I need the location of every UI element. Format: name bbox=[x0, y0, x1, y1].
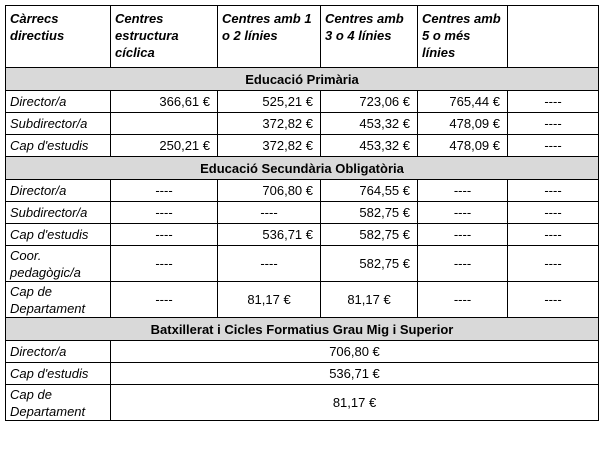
table-cell: 250,21 € bbox=[111, 135, 218, 157]
row-label: Director/a bbox=[6, 180, 111, 202]
table-row bbox=[6, 135, 599, 157]
row-label: Cap d'estudis bbox=[6, 135, 111, 157]
table-cell: ---- bbox=[111, 224, 218, 246]
table-cell: 453,32 € bbox=[321, 135, 418, 157]
row-label: Director/a bbox=[6, 91, 111, 113]
table-cell: ---- bbox=[218, 246, 321, 282]
section-title: Educació Primària bbox=[6, 68, 599, 91]
table-cell: 582,75 € bbox=[321, 246, 418, 282]
header-cell: Centres estructura cíclica bbox=[111, 6, 218, 68]
salary-table bbox=[5, 5, 599, 421]
row-label: Cap d'estudis bbox=[6, 224, 111, 246]
row-label: Cap de Departament bbox=[6, 385, 111, 421]
table-cell: 536,71 € bbox=[218, 224, 321, 246]
row-label: Subdirector/a bbox=[6, 113, 111, 135]
row-label: Subdirector/a bbox=[6, 202, 111, 224]
header-cell: Centres amb 1 o 2 línies bbox=[218, 6, 321, 68]
table-cell: ---- bbox=[508, 91, 599, 113]
table-row bbox=[6, 282, 599, 318]
table-cell: 372,82 € bbox=[218, 113, 321, 135]
table-cell: 706,80 € bbox=[218, 180, 321, 202]
table-cell: 536,71 € bbox=[111, 363, 599, 385]
section-title: Batxillerat i Cicles Formatius Grau Mig i Superior bbox=[6, 318, 599, 341]
table-cell: ---- bbox=[418, 282, 508, 318]
table-cell: ---- bbox=[418, 246, 508, 282]
table-row bbox=[6, 91, 599, 113]
header-row bbox=[6, 6, 599, 68]
table-cell: 478,09 € bbox=[418, 135, 508, 157]
header-cell: Centres amb 3 o 4 línies bbox=[321, 6, 418, 68]
section-title: Educació Secundària Obligatòria bbox=[6, 157, 599, 180]
table-row bbox=[6, 180, 599, 202]
table-cell: 453,32 € bbox=[321, 113, 418, 135]
row-label: Director/a bbox=[6, 341, 111, 363]
table-cell: 372,82 € bbox=[218, 135, 321, 157]
table-cell: ---- bbox=[418, 202, 508, 224]
header-cell: Càrrecs directius bbox=[6, 6, 111, 68]
section-row bbox=[6, 68, 599, 91]
table-cell: 706,80 € bbox=[111, 341, 599, 363]
table-cell: 366,61 € bbox=[111, 91, 218, 113]
table-cell: 81,17 € bbox=[321, 282, 418, 318]
table-cell: 764,55 € bbox=[321, 180, 418, 202]
document-page bbox=[5, 5, 599, 421]
table-cell: ---- bbox=[508, 202, 599, 224]
table-cell: ---- bbox=[508, 246, 599, 282]
table-cell: ---- bbox=[508, 135, 599, 157]
table-cell: ---- bbox=[508, 282, 599, 318]
header-cell: Centres amb 5 o més línies bbox=[418, 6, 508, 68]
table-cell bbox=[111, 113, 218, 135]
table-cell: 765,44 € bbox=[418, 91, 508, 113]
table-cell: 478,09 € bbox=[418, 113, 508, 135]
row-label: Cap de Departament bbox=[6, 282, 111, 318]
table-row bbox=[6, 341, 599, 363]
table-cell: 723,06 € bbox=[321, 91, 418, 113]
table-cell: 582,75 € bbox=[321, 224, 418, 246]
table-cell: ---- bbox=[508, 113, 599, 135]
table-cell: 525,21 € bbox=[218, 91, 321, 113]
table-cell: ---- bbox=[418, 180, 508, 202]
table-cell: ---- bbox=[508, 180, 599, 202]
row-label: Coor. pedagògic/a bbox=[6, 246, 111, 282]
table-cell: ---- bbox=[111, 202, 218, 224]
table-row bbox=[6, 202, 599, 224]
table-cell: 81,17 € bbox=[111, 385, 599, 421]
table-row bbox=[6, 246, 599, 282]
table-cell: 81,17 € bbox=[218, 282, 321, 318]
table-row bbox=[6, 113, 599, 135]
table-cell: ---- bbox=[111, 180, 218, 202]
table-cell: ---- bbox=[111, 246, 218, 282]
table-row bbox=[6, 224, 599, 246]
header-cell bbox=[508, 6, 599, 68]
section-row bbox=[6, 157, 599, 180]
table-row bbox=[6, 385, 599, 421]
table-cell: ---- bbox=[508, 224, 599, 246]
section-row bbox=[6, 318, 599, 341]
table-row bbox=[6, 363, 599, 385]
row-label: Cap d'estudis bbox=[6, 363, 111, 385]
table-cell: ---- bbox=[418, 224, 508, 246]
table-cell: 582,75 € bbox=[321, 202, 418, 224]
table-cell: ---- bbox=[111, 282, 218, 318]
table-cell: ---- bbox=[218, 202, 321, 224]
